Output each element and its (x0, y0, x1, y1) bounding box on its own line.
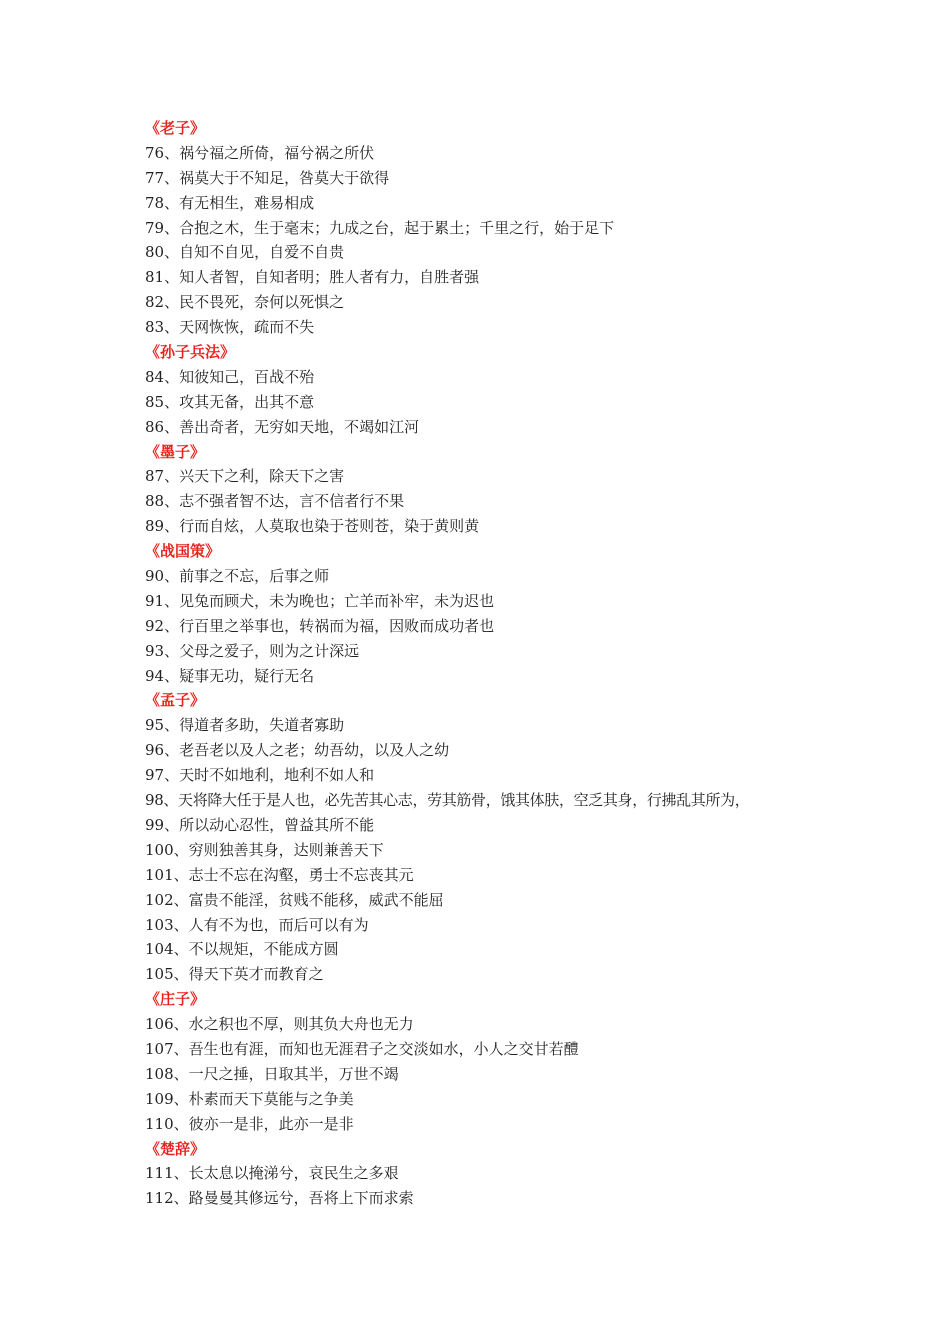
item-number: 101 (145, 865, 174, 884)
item-number: 104 (145, 940, 174, 959)
item-number: 109 (145, 1089, 174, 1108)
item-number: 103 (145, 915, 174, 934)
item-text: 水之积也不厚，则其负大舟也无力 (188, 1015, 414, 1034)
item-text: 老吾老以及人之老；幼吾幼，以及人之幼 (179, 741, 450, 760)
item-number: 110 (145, 1114, 174, 1133)
item-text: 知彼知己，百战不殆 (179, 367, 315, 386)
item-text: 人有不为也，而后可以有为 (188, 915, 369, 934)
item-text: 民不畏死，奈何以死惧之 (179, 293, 345, 312)
list-item (145, 390, 865, 415)
item-separator: 、 (173, 1189, 189, 1208)
item-separator: 、 (164, 666, 180, 685)
item-text: 天将降大任于是人也，必先苦其心志，劳其筋骨，饿其体肤，空乏其身，行拂乱其所为， (178, 791, 750, 810)
item-number: 79 (145, 218, 165, 237)
item-separator: 、 (173, 890, 189, 909)
item-text: 路曼曼其修远兮，吾将上下而求索 (188, 1189, 414, 1208)
document-page (145, 116, 865, 1211)
list-item (145, 763, 865, 788)
list-item (145, 1087, 865, 1112)
list-item (145, 166, 865, 191)
item-separator: 、 (164, 143, 180, 162)
item-number: 78 (145, 193, 165, 212)
item-text: 父母之爱子，则为之计深远 (179, 641, 360, 660)
item-separator: 、 (173, 865, 189, 884)
item-text: 所以动心忍性，曾益其所不能 (179, 815, 375, 834)
list-item (145, 913, 865, 938)
item-number: 105 (145, 965, 174, 984)
list-item (145, 265, 865, 290)
item-text: 疑事无功，疑行无名 (179, 666, 315, 685)
section-heading: 《楚辞》 (145, 1139, 206, 1158)
item-number: 97 (145, 766, 165, 785)
item-separator: 、 (173, 1064, 189, 1083)
item-number: 82 (145, 293, 165, 312)
item-separator: 、 (173, 1039, 189, 1058)
item-number: 85 (145, 392, 165, 411)
list-item (145, 863, 865, 888)
item-separator: 、 (164, 243, 180, 262)
list-item (145, 813, 865, 838)
item-separator: 、 (164, 268, 180, 287)
item-separator: 、 (173, 1089, 189, 1108)
item-text: 行而自炫，人莫取也染于苍则苍，染于黄则黄 (179, 517, 480, 536)
item-separator: 、 (164, 293, 180, 312)
item-text: 富贵不能淫，贫贱不能移，威武不能屈 (188, 890, 444, 909)
list-item (145, 564, 865, 589)
item-number: 102 (145, 890, 174, 909)
item-separator: 、 (173, 1164, 189, 1183)
item-text: 前事之不忘，后事之师 (179, 567, 330, 586)
item-text: 知人者智，自知者明；胜人者有力，自胜者强 (179, 268, 480, 287)
item-separator: 、 (164, 616, 180, 635)
item-number: 93 (145, 641, 165, 660)
item-text: 见兔而顾犬，未为晚也；亡羊而补牢，未为迟也 (179, 591, 495, 610)
item-separator: 、 (173, 1114, 189, 1133)
list-item (145, 141, 865, 166)
item-separator: 、 (164, 517, 180, 536)
item-number: 107 (145, 1039, 174, 1058)
item-text: 攻其无备，出其不意 (179, 392, 315, 411)
list-item (145, 838, 865, 863)
item-separator: 、 (164, 318, 180, 337)
item-number: 87 (145, 467, 165, 486)
list-item (145, 614, 865, 639)
item-separator: 、 (164, 492, 180, 511)
list-item (145, 713, 865, 738)
item-number: 94 (145, 666, 165, 685)
item-number: 83 (145, 318, 165, 337)
item-separator: 、 (173, 840, 189, 859)
item-separator: 、 (164, 567, 180, 586)
item-number: 100 (145, 840, 174, 859)
list-item (145, 1012, 865, 1037)
item-separator: 、 (164, 741, 180, 760)
item-number: 89 (145, 517, 165, 536)
item-number: 96 (145, 741, 165, 760)
item-separator: 、 (164, 367, 180, 386)
list-item (145, 888, 865, 913)
item-number: 80 (145, 243, 165, 262)
item-text: 长太息以掩涕兮，哀民生之多艰 (188, 1164, 399, 1183)
item-separator: 、 (173, 940, 189, 959)
item-text: 穷则独善其身，达则兼善天下 (188, 840, 384, 859)
list-item (145, 290, 865, 315)
list-item (145, 240, 865, 265)
item-number: 111 (145, 1164, 174, 1183)
item-text: 善出奇者，无穷如天地，不竭如江河 (179, 417, 420, 436)
list-item (145, 937, 865, 962)
list-item (145, 1112, 865, 1137)
list-item (145, 216, 865, 241)
item-number: 84 (145, 367, 165, 386)
list-item (145, 639, 865, 664)
item-text: 志士不忘在沟壑，勇士不忘丧其元 (188, 865, 414, 884)
section-heading: 《老子》 (145, 119, 206, 137)
item-text: 天时不如地利，地利不如人和 (179, 766, 375, 785)
item-number: 95 (145, 716, 165, 735)
list-item (145, 589, 865, 614)
item-number: 91 (145, 591, 165, 610)
list-item (145, 489, 865, 514)
list-item (145, 1062, 865, 1087)
item-number: 92 (145, 616, 165, 635)
item-separator: 、 (164, 716, 180, 735)
item-text: 自知不自见，自爱不自贵 (179, 243, 345, 262)
list-item (145, 788, 865, 813)
item-number: 112 (145, 1189, 174, 1208)
item-number: 90 (145, 567, 165, 586)
item-separator: 、 (164, 218, 180, 237)
section-heading: 《战国策》 (145, 542, 221, 561)
item-separator: 、 (164, 417, 180, 436)
list-item (145, 962, 865, 987)
item-separator: 、 (164, 392, 180, 411)
item-separator: 、 (164, 815, 180, 834)
item-number: 76 (145, 143, 165, 162)
item-text: 行百里之举事也，转祸而为福，因败而成功者也 (179, 616, 495, 635)
item-number: 99 (145, 815, 165, 834)
item-number: 88 (145, 492, 165, 511)
item-number: 106 (145, 1015, 174, 1034)
list-item (145, 738, 865, 763)
item-text: 一尺之捶，日取其半，万世不竭 (188, 1064, 399, 1083)
item-separator: 、 (164, 193, 180, 212)
item-separator: 、 (164, 168, 180, 187)
item-text: 合抱之木，生于毫末；九成之台，起于累土；千里之行，始于足下 (179, 218, 615, 237)
list-item (145, 1037, 865, 1062)
item-number: 98 (145, 791, 164, 810)
item-number: 77 (145, 168, 165, 187)
item-separator: 、 (164, 591, 180, 610)
item-text: 天网恢恢，疏而不失 (179, 318, 315, 337)
item-text: 祸莫大于不知足，咎莫大于欲得 (179, 168, 390, 187)
list-item (145, 315, 865, 340)
item-separator: 、 (173, 915, 189, 934)
item-separator: 、 (173, 1015, 189, 1034)
section-heading: 《孟子》 (145, 691, 206, 710)
item-text: 彼亦一是非，此亦一是非 (188, 1114, 354, 1133)
list-item (145, 664, 865, 689)
item-number: 81 (145, 268, 165, 287)
item-separator: 、 (164, 641, 180, 660)
section-heading: 《孙子兵法》 (145, 343, 236, 362)
list-item (145, 415, 865, 440)
item-text: 朴素而天下莫能与之争美 (188, 1089, 354, 1108)
item-separator: 、 (164, 467, 180, 486)
item-text: 得道者多助，失道者寡助 (179, 716, 345, 735)
item-text: 兴天下之利，除天下之害 (179, 467, 345, 486)
section-heading: 《墨子》 (145, 442, 206, 461)
item-text: 祸兮福之所倚，福兮祸之所伏 (179, 143, 375, 162)
item-separator: 、 (164, 766, 180, 785)
list-item (145, 1186, 865, 1211)
list-item (145, 191, 865, 216)
item-text: 得天下英才而教育之 (188, 965, 324, 984)
item-text: 志不强者智不达，言不信者行不果 (179, 492, 405, 511)
item-text: 吾生也有涯，而知也无涯君子之交淡如水，小人之交甘若醴 (188, 1039, 579, 1058)
item-text: 不以规矩，不能成方圆 (188, 940, 339, 959)
item-separator: 、 (163, 791, 179, 810)
list-item (145, 514, 865, 539)
item-number: 108 (145, 1064, 174, 1083)
item-separator: 、 (173, 965, 189, 984)
section-heading: 《庄子》 (145, 990, 206, 1009)
list-item (145, 1161, 865, 1186)
list-item (145, 365, 865, 390)
item-text: 有无相生，难易相成 (179, 193, 315, 212)
list-item (145, 464, 865, 489)
item-number: 86 (145, 417, 165, 436)
